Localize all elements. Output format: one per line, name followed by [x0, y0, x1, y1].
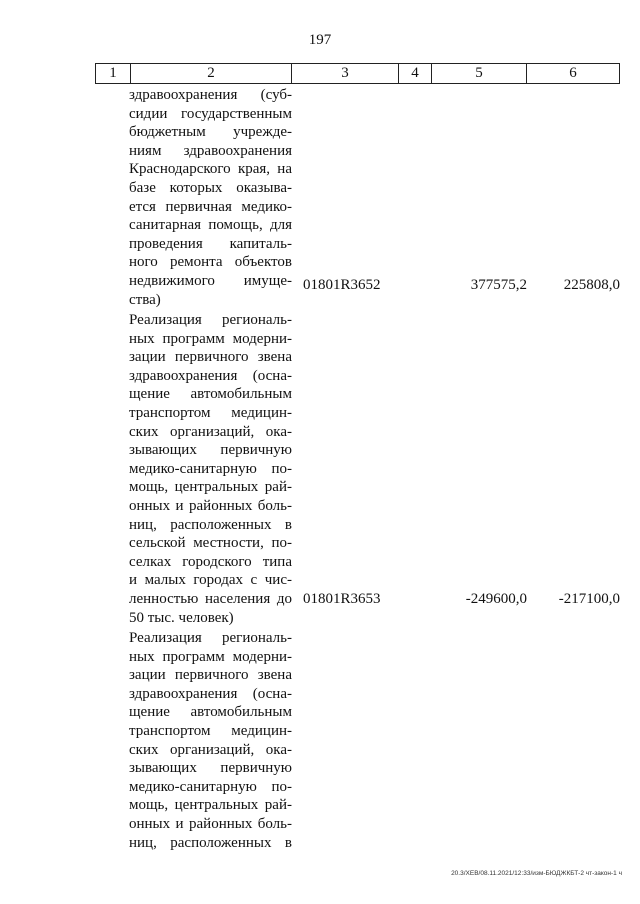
- description-line: проведения капиталь-: [129, 235, 292, 252]
- column-header-2: 2: [131, 64, 292, 84]
- description-line: сидии государственным: [129, 105, 292, 122]
- description-line: здравоохранения (осна-: [129, 367, 292, 384]
- description-line: селках городского типа: [129, 553, 292, 570]
- description-line: зации первичного звена: [129, 667, 292, 684]
- row-value-col5: -249600,0: [465, 591, 527, 607]
- description-line: ленностью населения до: [129, 590, 292, 607]
- description-line: ниц, расположенных в: [129, 516, 292, 533]
- description-line: Краснодарского края, на: [129, 161, 292, 178]
- column-header-4: 4: [399, 64, 432, 84]
- column-header-row: [96, 64, 620, 84]
- page-number: 197: [308, 32, 332, 48]
- description-line: ниям здравоохранения: [129, 142, 292, 159]
- description-line: ных программ модерни-: [129, 330, 292, 347]
- description-line: сельской местности, по-: [129, 535, 292, 552]
- description-line: зывающих первичную: [129, 760, 292, 777]
- description-line: ется первичная медико-: [129, 198, 292, 215]
- description-line: ских организаций, ока-: [129, 423, 292, 440]
- description-line: 50 тыс. человек): [129, 609, 234, 626]
- row-description: [129, 86, 292, 309]
- description-line: ниц, расположенных в: [129, 834, 292, 851]
- column-header-6: 6: [527, 64, 620, 84]
- description-line: мощь, центральных рай-: [129, 479, 292, 496]
- description-line: зации первичного звена: [129, 349, 292, 366]
- description-line: Реализация региональ-: [129, 630, 292, 646]
- description-line: ных программ модерни-: [129, 648, 292, 665]
- description-line: щение автомобильным: [129, 386, 292, 403]
- description-line: здравоохранения (осна-: [129, 685, 292, 702]
- description-line: здравоохранения (суб-: [129, 87, 292, 103]
- description-line: транспортом медицин-: [129, 722, 292, 739]
- row-value-col6: -217100,0: [558, 591, 620, 607]
- row-value-col5: 377575,2: [470, 277, 527, 293]
- description-line: и малых городах с чис-: [129, 572, 292, 589]
- description-line: базе которых оказыва-: [129, 179, 292, 196]
- row-code: 01801R3652: [303, 277, 381, 293]
- document-footer-stamp: 20.3/ХЕВ/08.11.2021/12:33/изм-БЮДЖКБТ-2 чт-закон-1 ч: [451, 870, 622, 877]
- description-line: ства): [129, 291, 161, 308]
- description-line: медико-санитарную по-: [129, 460, 292, 477]
- column-header-5: 5: [432, 64, 527, 84]
- description-line: медико-санитарную по-: [129, 778, 292, 795]
- description-line: санитарная помощь, для: [129, 217, 292, 234]
- description-line: ного ремонта объектов: [129, 254, 292, 271]
- description-line: ских организаций, ока-: [129, 741, 292, 758]
- row-code: 01801R3653: [303, 591, 381, 607]
- description-line: зывающих первичную: [129, 442, 292, 459]
- description-line: Реализация региональ-: [129, 312, 292, 328]
- description-line: недвижимого имуще-: [129, 272, 292, 289]
- description-line: онных и районных боль-: [129, 815, 292, 832]
- column-header-table: [95, 63, 620, 84]
- description-line: онных и районных боль-: [129, 497, 292, 514]
- column-header-1: 1: [96, 64, 131, 84]
- description-line: бюджетным учрежде-: [129, 124, 292, 141]
- description-line: мощь, центральных рай-: [129, 797, 292, 814]
- column-header-3: 3: [292, 64, 399, 84]
- row-description: [129, 311, 292, 627]
- row-value-col6: 225808,0: [563, 277, 620, 293]
- row-description: [129, 629, 292, 852]
- description-line: транспортом медицин-: [129, 404, 292, 421]
- description-line: щение автомобильным: [129, 704, 292, 721]
